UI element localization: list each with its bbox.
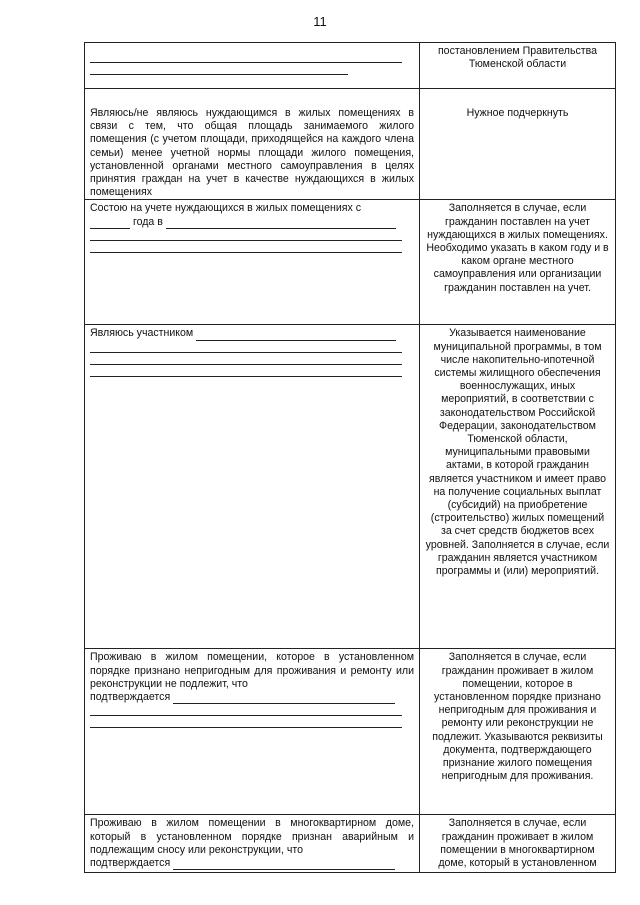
need-status-text: Являюсь/не являюсь нуждающимся в жилых помещениях в связи с тем, что общая площадь занимаемого жилого помещения (с учетом площади, приходящейся на каждого члена семьи) менее учетной нормы площади жилого помещения, установленной органами местного самоуправления в целях принятия граждан на учет в качестве нуждающихся в жилых помещениях xyxy=(90,107,414,199)
page-number: 11 xyxy=(313,14,327,29)
blank-line xyxy=(90,341,402,353)
confirm-label: подтверждается xyxy=(90,857,171,870)
participant-label: Являюсь участником xyxy=(90,327,194,340)
participant-line xyxy=(90,327,414,340)
unfit-confirm-line xyxy=(90,691,414,704)
emergency-house-text: Проживаю в жилом помещении в многоквартирном доме, который в установленном порядке признан аварийным и подлежащим сносу или реконструкции, что xyxy=(90,817,414,856)
row2-note-text: Нужное подчеркнуть xyxy=(466,107,569,119)
row1-note: постановлением Правительства Тюменской области xyxy=(420,43,616,89)
blank-line xyxy=(90,365,402,377)
blank-line xyxy=(90,716,402,728)
table-row xyxy=(85,89,616,200)
registration-text: Состою на учете нуждающихся в жилых помещениях с xyxy=(90,202,362,215)
unfit-housing-text: Проживаю в жилом помещении, которое в установленном порядке признано непригодным для проживания и ремонту или реконструкции не подлежит, что xyxy=(90,651,414,690)
row6-note: Заполняется в случае, если гражданин проживает в жилом помещении в многоквартирном доме, который в установленном xyxy=(420,815,616,873)
unfit-housing-cell xyxy=(85,649,420,815)
year-blank xyxy=(90,218,130,229)
blank-line xyxy=(90,704,402,716)
blank-line xyxy=(90,353,402,365)
emergency-confirm-line xyxy=(90,857,414,870)
confirm-label: подтверждается xyxy=(90,691,171,704)
blank-line xyxy=(90,241,402,253)
table-row xyxy=(85,200,616,325)
table-row xyxy=(85,43,616,89)
confirm-blank xyxy=(173,859,395,870)
participant-blank xyxy=(196,330,396,341)
registration-year-line xyxy=(90,216,414,229)
confirm-blank xyxy=(173,693,395,704)
need-status-cell xyxy=(85,89,420,200)
row4-note: Указывается наименование муниципальной программы, в том числе накопительно-ипотечной системы жилищного обеспечения военнослужащих, иных мероприятий, в соответствии с законодательством Российской Федерации, законодательством Тюменской области, муниципальными правовыми актами, в которой гражданин является участником и имеет право на получение социальных выплат (субсидий) на приобретение (строительство) жилых помещений за счет средств бюджетов всех уровней. Заполняется в случае, если гражданин является участником программы и (или) мероприятий. xyxy=(420,325,616,649)
organ-blank xyxy=(166,218,396,229)
table-row xyxy=(85,649,616,815)
blank-line xyxy=(90,63,348,75)
row2-note xyxy=(420,89,616,200)
application-form-table xyxy=(84,42,616,873)
row3-note: Заполняется в случае, если гражданин поставлен на учет нуждающихся в жилых помещениях. Необходимо указать в каком году и в каком органе местного самоуправления или организации гражданин поставлен на учет. xyxy=(420,200,616,325)
blank-lines-cell xyxy=(85,43,420,89)
blank-line xyxy=(90,51,402,63)
row5-note: Заполняется в случае, если гражданин проживает в жилом помещении, которое в установленном порядке признано непригодным для проживания и ремонту или реконструкции не подлежит. Указываются реквизиты документа, подтверждающего признание жилого помещения непригодным для проживания. xyxy=(420,649,616,815)
table-row xyxy=(85,325,616,649)
registration-cell xyxy=(85,200,420,325)
participant-cell xyxy=(85,325,420,649)
emergency-house-cell xyxy=(85,815,420,873)
table-row xyxy=(85,815,616,873)
year-label: года в xyxy=(132,215,163,228)
blank-line xyxy=(90,229,402,241)
